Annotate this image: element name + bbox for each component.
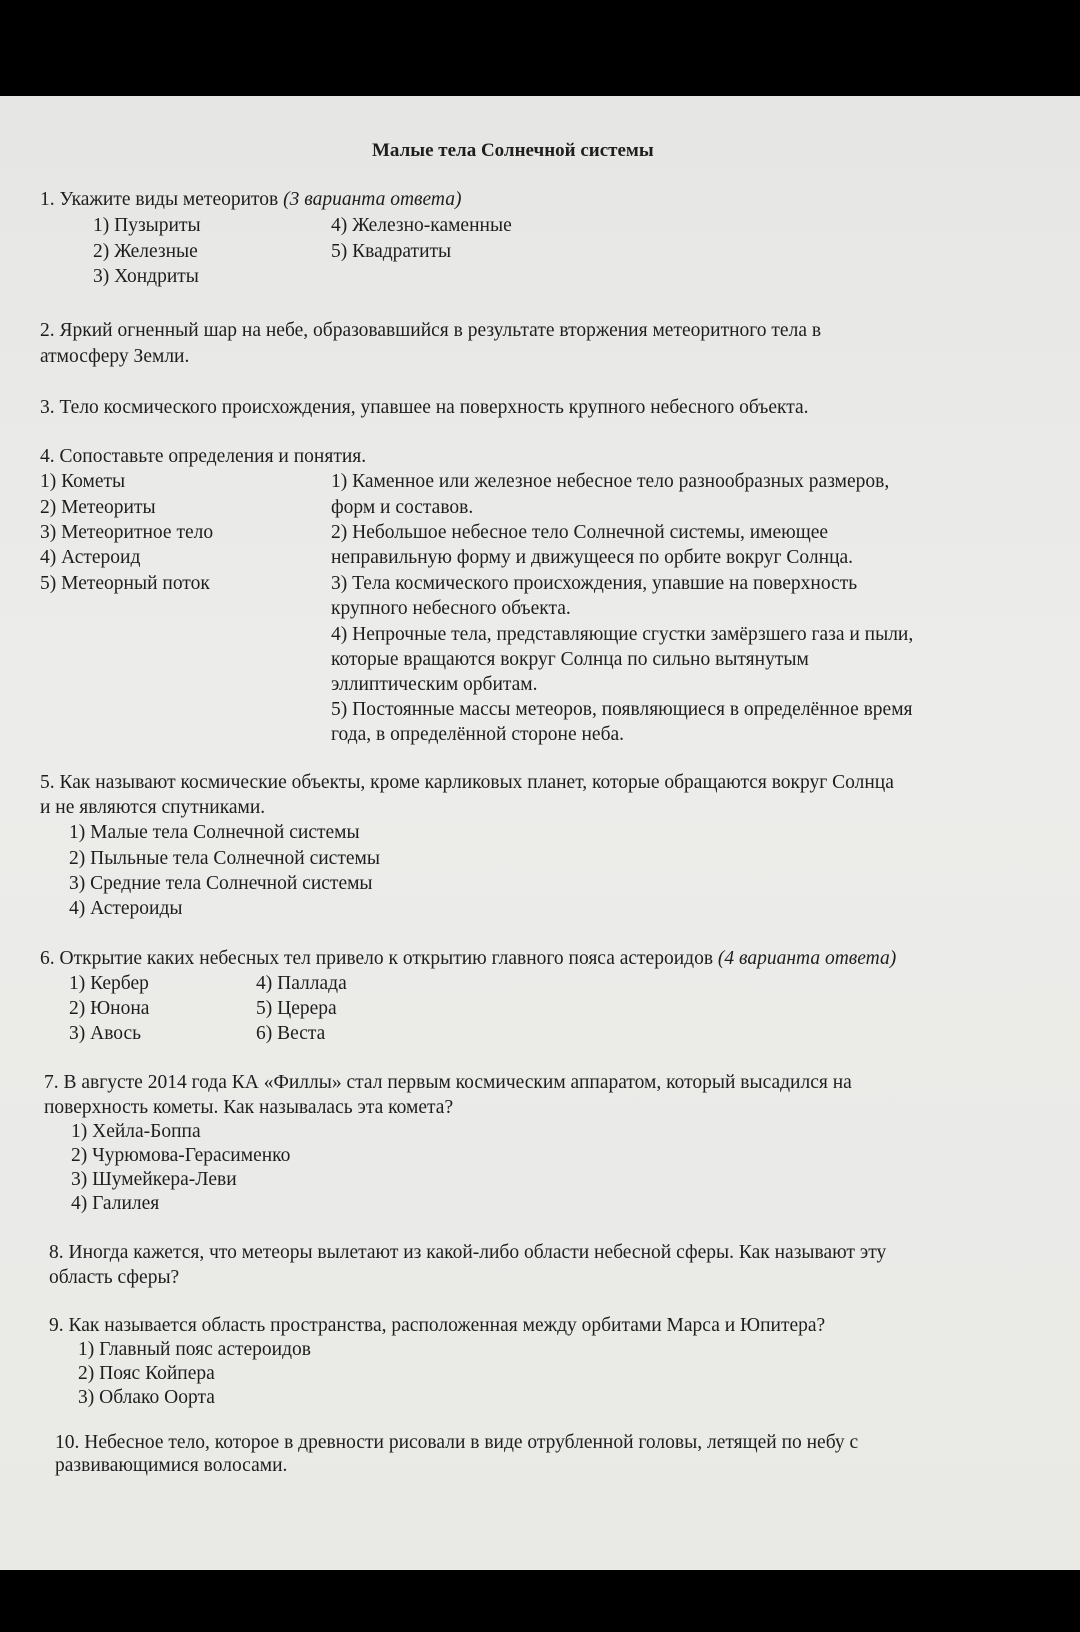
q6-option: 1) Кербер — [69, 973, 149, 994]
q6-option: 3) Авось — [69, 1023, 142, 1044]
worksheet-page — [0, 96, 1080, 1570]
q4-definition-line: которые вращаются вокруг Солнца по сильно вытянутым — [331, 649, 809, 670]
q5-option: 1) Малые тела Солнечной системы — [69, 822, 360, 843]
q6-option: 2) Юнона — [69, 998, 150, 1019]
q9-option: 3) Облако Оорта — [78, 1387, 215, 1408]
q4-definition-line: 5) Постоянные массы метеоров, появляющиеся в определённое время — [331, 699, 913, 720]
q1-option: 2) Железные — [93, 241, 198, 262]
question-6-hint: (4 варианта ответа) — [717, 948, 897, 969]
question-3: 3. Тело космического происхождения, упавшее на поверхность крупного небесного объекта. — [40, 397, 809, 418]
question-10-line: развивающимися волосами. — [55, 1455, 288, 1476]
q9-option: 2) Пояс Койпера — [78, 1363, 215, 1384]
q4-definition-line: форм и составов. — [331, 497, 474, 518]
page-title: Малые тела Солнечной системы — [372, 140, 654, 161]
q1-option: 1) Пузыриты — [93, 215, 201, 236]
q4-definition-line: 1) Каменное или железное небесное тело разнообразных размеров, — [331, 471, 890, 492]
question-7-line: поверхность кометы. Как называлась эта комета? — [44, 1097, 454, 1118]
q6-option: 6) Веста — [256, 1023, 326, 1044]
q4-term: 2) Метеориты — [40, 497, 156, 518]
question-8-line: область сферы? — [49, 1267, 180, 1288]
q4-definition-line: 3) Тела космического происхождения, упавшие на поверхность — [331, 573, 858, 594]
q7-option: 4) Галилея — [71, 1193, 160, 1214]
question-2-line: 2. Яркий огненный шар на небе, образовавшийся в результате вторжения метеоритного тела в — [40, 320, 822, 341]
q6-option: 5) Церера — [256, 998, 337, 1019]
question-1-text: 1. Укажите виды метеоритов — [40, 189, 279, 210]
q1-option: 3) Хондриты — [93, 266, 199, 287]
q4-term: 4) Астероид — [40, 547, 141, 568]
question-9: 9. Как называется область пространства, расположенная между орбитами Марса и Юпитера? — [49, 1315, 826, 1336]
q1-option: 5) Квадратиты — [331, 241, 452, 262]
q7-option: 1) Хейла-Боппа — [71, 1121, 201, 1142]
q6-option: 4) Паллада — [256, 973, 347, 994]
q1-option: 4) Железно-каменные — [331, 215, 512, 236]
question-1-hint: (3 варианта ответа) — [283, 189, 462, 210]
q4-definition-line: 2) Небольшое небесное тело Солнечной системы, имеющее — [331, 522, 829, 543]
question-5-line: и не являются спутниками. — [40, 797, 266, 818]
q7-option: 3) Шумейкера-Леви — [71, 1169, 237, 1190]
question-2-line: атмосферу Земли. — [40, 346, 190, 367]
q4-definition-line: неправильную форму и движущееся по орбите вокруг Солнца. — [331, 547, 854, 568]
question-8-line: 8. Иногда кажется, что метеоры вылетают из какой-либо области небесной сферы. Как называют эту — [49, 1242, 887, 1263]
q4-definition-line: 4) Непрочные тела, представляющие сгустки замёрзшего газа и пыли, — [331, 624, 914, 645]
question-5-line: 5. Как называют космические объекты, кроме карликовых планет, которые обращаются вокруг Солнца — [40, 772, 894, 793]
q5-option: 4) Астероиды — [69, 898, 183, 919]
question-4: 4. Сопоставьте определения и понятия. — [40, 446, 367, 467]
question-1 — [40, 187, 461, 213]
q9-option: 1) Главный пояс астероидов — [78, 1339, 311, 1360]
q4-definition-line: крупного небесного объекта. — [331, 598, 571, 619]
q5-option: 2) Пыльные тела Солнечной системы — [69, 848, 380, 869]
question-6 — [40, 946, 896, 972]
q4-term: 3) Метеоритное тело — [40, 522, 214, 543]
q4-term: 5) Метеорный поток — [40, 573, 210, 594]
q4-term: 1) Кометы — [40, 471, 126, 492]
question-6-text: 6. Открытие каких небесных тел привело к открытию главного пояса астероидов — [40, 948, 714, 969]
question-7-line: 7. В августе 2014 года КА «Филлы» стал первым космическим аппаратом, который высадился на — [44, 1072, 852, 1093]
question-10-line: 10. Небесное тело, которое в древности рисовали в виде отрубленной головы, летящей по небу с — [55, 1432, 859, 1453]
q5-option: 3) Средние тела Солнечной системы — [69, 873, 373, 894]
q7-option: 2) Чурюмова-Герасименко — [71, 1145, 291, 1166]
q4-definition-line: года, в определённой стороне неба. — [331, 724, 625, 745]
q4-definition-line: эллиптическим орбитам. — [331, 674, 538, 695]
